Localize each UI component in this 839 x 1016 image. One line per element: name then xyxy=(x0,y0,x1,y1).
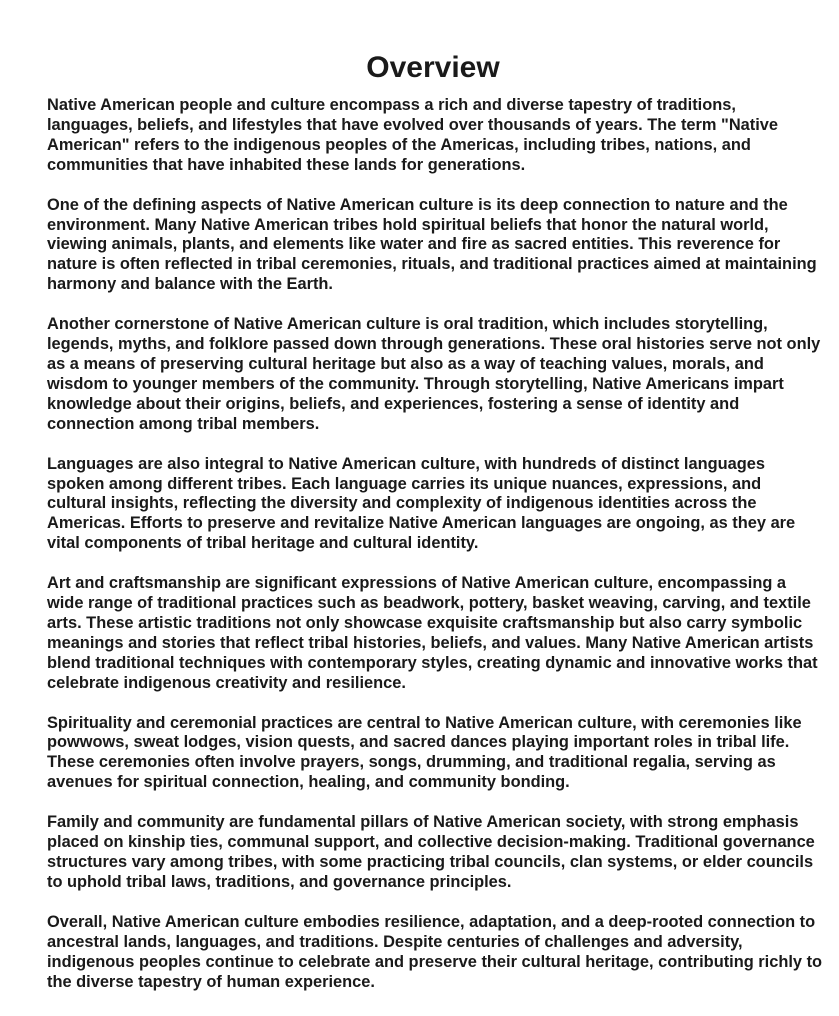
paragraph-spirituality: Spirituality and ceremonial practices are central to Native American culture, with ceremonies like powwows, sweat lodges, vision quests, and sacred dances playing important roles in tribal life. These ceremonies often involve prayers, songs, drumming, and traditional regalia, serving as avenues for spiritual connection, healing, and community bonding. xyxy=(47,713,802,792)
paragraph-nature: One of the defining aspects of Native American culture is its deep connection to nature and the environment. Many Native American tribes hold spiritual beliefs that honor the natural world, viewing animals, plants, and elements like water and fire as sacred entities. This reverence for nature is often reflected in tribal ceremonies, rituals, and traditional practices aimed at maintaining harmony and balance with the Earth. xyxy=(47,195,817,294)
paragraph-family: Family and community are fundamental pillars of Native American society, with strong emphasis placed on kinship ties, communal support, and collective decision-making. Traditional governance structures vary among tribes, with some practicing tribal councils, clan systems, or elder councils to uphold tribal laws, traditions, and governance principles. xyxy=(47,813,815,891)
page-title: Overview xyxy=(366,51,500,84)
article-body xyxy=(47,96,823,992)
paragraph-intro: Native American people and culture encompass a rich and diverse tapestry of traditions, languages, beliefs, and lifestyles that have evolved over thousands of years. The term "Native American" refers to the indigenous peoples of the Americas, including tribes, nations, and communities that have inhabited these lands for generations. xyxy=(47,96,779,174)
paragraph-languages: Languages are also integral to Native American culture, with hundreds of distinct languages spoken among different tribes. Each language carries its unique nuances, expressions, and cultural insights, reflecting the diversity and complexity of indigenous identities across the Americas. Efforts to preserve and revitalize Native American languages are ongoing, as they are vital components of tribal heritage and cultural identity. xyxy=(47,454,796,553)
paragraph-oral-tradition: Another cornerstone of Native American culture is oral tradition, which includes storytelling, legends, myths, and folklore passed down through generations. These oral histories serve not only as a means of preserving cultural heritage but also as a way of teaching values, morals, and wisdom to younger members of the community. Through storytelling, Native Americans impart knowledge about their origins, beliefs, and experiences, fostering a sense of identity and connection among tribal members. xyxy=(47,315,821,433)
document-page xyxy=(47,0,823,992)
paragraph-conclusion: Overall, Native American culture embodies resilience, adaptation, and a deep-rooted connection to ancestral lands, languages, and traditions. Despite centuries of challenges and adversity, indigenous peoples continue to celebrate and preserve their cultural heritage, contributing richly to the diverse tapestry of human experience. xyxy=(47,912,823,991)
paragraph-art: Art and craftsmanship are significant expressions of Native American culture, encompassing a wide range of traditional practices such as beadwork, pottery, basket weaving, carving, and textile arts. These artistic traditions not only showcase exquisite craftsmanship but also carry symbolic meanings and stories that reflect tribal histories, beliefs, and values. Many Native American artists blend traditional techniques with contemporary styles, creating dynamic and innovative works that celebrate indigenous creativity and resilience. xyxy=(47,574,818,692)
